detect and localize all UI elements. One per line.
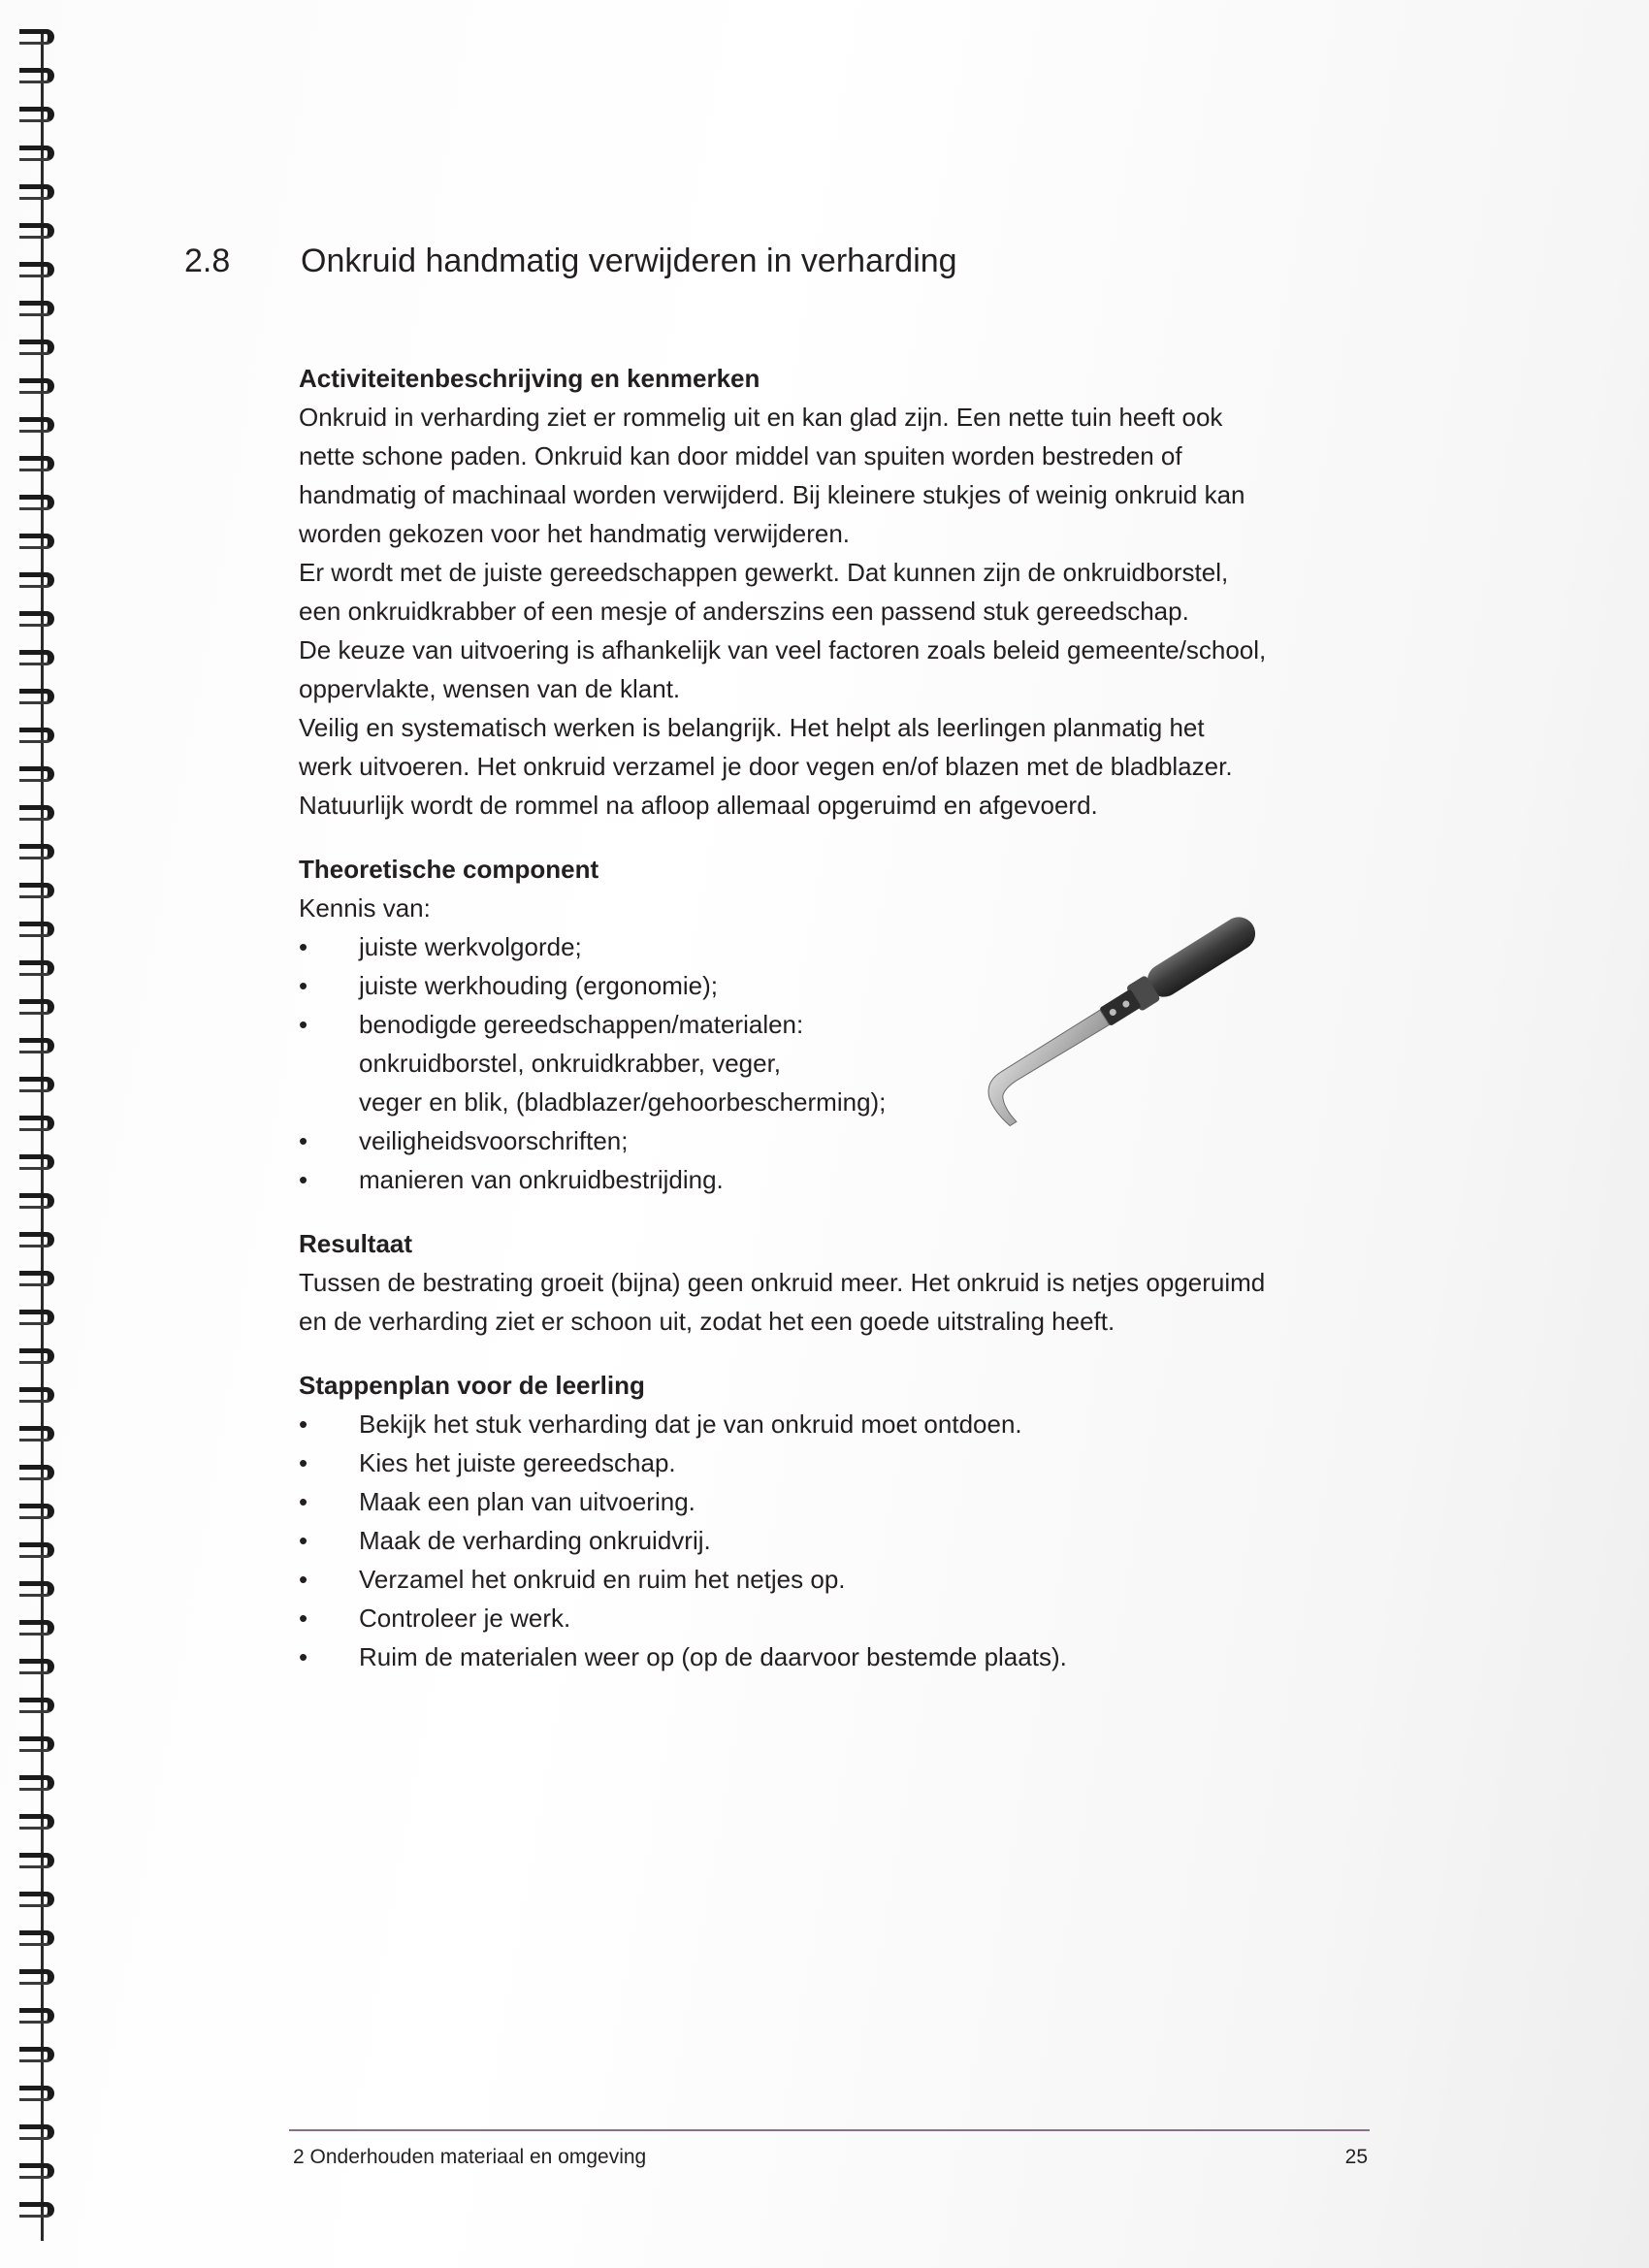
list-item bbox=[299, 1599, 1375, 1637]
binding-coil bbox=[19, 1775, 54, 1791]
binding-coil bbox=[19, 107, 54, 122]
binding-coil bbox=[19, 1465, 54, 1480]
bullet: • bbox=[299, 1604, 308, 1633]
list-item-text: Maak de verharding onkruidvrij. bbox=[359, 1526, 711, 1555]
binding-coil bbox=[19, 29, 54, 45]
steps-section bbox=[299, 1366, 1375, 1676]
binding-coil bbox=[19, 1310, 54, 1325]
list-item bbox=[299, 1443, 1375, 1482]
binding-coil bbox=[19, 301, 54, 316]
binding-coil bbox=[19, 1659, 54, 1674]
list-item-text: Kies het juiste gereedschap. bbox=[359, 1448, 676, 1477]
activity-line: Er wordt met de juiste gereedschappen gewerkt. Dat kunnen zijn de onkruidborstel, bbox=[299, 558, 1229, 587]
binding-coil bbox=[19, 1581, 54, 1597]
binding-coil bbox=[19, 766, 54, 782]
binding-coil bbox=[19, 1698, 54, 1713]
binding-coil bbox=[19, 1969, 54, 1985]
bullet: • bbox=[299, 1448, 308, 1477]
binding-coil bbox=[19, 1193, 54, 1209]
binding-coil bbox=[19, 805, 54, 821]
list-item bbox=[299, 1405, 1375, 1443]
list-item-text: Bekijk het stuk verharding dat je van onkruid moet ontdoen. bbox=[359, 1409, 1022, 1439]
activity-line: Onkruid in verharding ziet er rommelig uit en kan glad zijn. Een nette tuin heeft ook bbox=[299, 403, 1223, 432]
binding-coil bbox=[19, 262, 54, 277]
bullet: • bbox=[299, 1010, 308, 1039]
list-item-text: Verzamel het onkruid en ruim het netjes op. bbox=[359, 1565, 846, 1594]
binding-coil bbox=[19, 1504, 54, 1519]
activity-line: werk uitvoeren. Het onkruid verzamel je door vegen en/of blazen met de bladblazer. bbox=[299, 752, 1233, 781]
activity-line: De keuze van uitvoering is afhankelijk van veel factoren zoals beleid gemeente/school, bbox=[299, 635, 1267, 664]
binding-coil bbox=[19, 611, 54, 627]
binding-coil bbox=[19, 1814, 54, 1830]
list-item-text: veiligheidsvoorschriften; bbox=[359, 1126, 629, 1155]
footer-rule bbox=[289, 2129, 1370, 2131]
binding-coil bbox=[19, 184, 54, 200]
binding-coil bbox=[19, 960, 54, 976]
list-item-text: juiste werkvolgorde; bbox=[359, 932, 582, 961]
list-item bbox=[299, 1560, 1375, 1599]
list-item bbox=[299, 1637, 1375, 1676]
list-item-text: manieren van onkruidbestrijding. bbox=[359, 1165, 724, 1194]
page-number: 25 bbox=[1344, 2146, 1368, 2168]
spiral-binding bbox=[19, 29, 58, 2241]
binding-coil bbox=[19, 2202, 54, 2218]
binding-coil bbox=[19, 1736, 54, 1752]
footer-chapter: 2 Onderhouden materiaal en omgeving bbox=[293, 2146, 647, 2168]
bullet: • bbox=[299, 1526, 308, 1555]
binding-coil bbox=[19, 1930, 54, 1946]
section-number: 2.8 bbox=[184, 243, 231, 279]
binding-coil bbox=[19, 1271, 54, 1286]
binding-coil bbox=[19, 2047, 54, 2062]
activity-line: Veilig en systematisch werken is belangrijk. Het helpt als leerlingen planmatig het bbox=[299, 713, 1205, 742]
binding-coil bbox=[19, 2008, 54, 2024]
list-item-text: Ruim de materialen weer op (op de daarvoor bestemde plaats). bbox=[359, 1642, 1067, 1671]
binding-coil bbox=[19, 2086, 54, 2101]
activity-heading: Activiteitenbeschrijving en kenmerken bbox=[299, 364, 760, 393]
steps-heading: Stappenplan voor de leerling bbox=[299, 1371, 645, 1400]
binding-coil bbox=[19, 728, 54, 743]
activity-section bbox=[299, 359, 1375, 825]
binding-coil bbox=[19, 1077, 54, 1092]
bullet: • bbox=[299, 1642, 308, 1671]
activity-line: Natuurlijk wordt de rommel na afloop allemaal opgeruimd en afgevoerd. bbox=[299, 791, 1098, 820]
binding-coil bbox=[19, 1116, 54, 1131]
binding-coil bbox=[19, 417, 54, 433]
list-item-text: Controleer je werk. bbox=[359, 1604, 571, 1633]
bullet: • bbox=[299, 1487, 308, 1516]
binding-coil bbox=[19, 1232, 54, 1247]
binding-coil bbox=[19, 68, 54, 83]
bullet: • bbox=[299, 1126, 308, 1155]
binding-coil bbox=[19, 456, 54, 471]
binding-coil bbox=[19, 223, 54, 239]
binding-coil bbox=[19, 1892, 54, 1907]
binding-coil bbox=[19, 572, 54, 588]
binding-coil bbox=[19, 340, 54, 355]
binding-edge bbox=[41, 29, 44, 2241]
bullet: • bbox=[299, 932, 308, 961]
bullet: • bbox=[299, 1165, 308, 1194]
sub-line: veger en blik, (bladblazer/gehoorbescherming); bbox=[359, 1087, 887, 1117]
binding-coil bbox=[19, 1542, 54, 1558]
activity-line: nette schone paden. Onkruid kan door middel van spuiten worden bestreden of bbox=[299, 441, 1182, 470]
binding-coil bbox=[19, 1348, 54, 1364]
binding-coil bbox=[19, 495, 54, 510]
list-item bbox=[299, 1160, 1375, 1199]
binding-coil bbox=[19, 650, 54, 665]
activity-line: oppervlakte, wensen van de klant. bbox=[299, 674, 681, 703]
binding-coil bbox=[19, 1853, 54, 1868]
binding-coil bbox=[19, 999, 54, 1015]
list-item-text: benodigde gereedschappen/materialen: bbox=[359, 1010, 804, 1039]
binding-coil bbox=[19, 844, 54, 859]
result-heading: Resultaat bbox=[299, 1229, 413, 1258]
binding-coil bbox=[19, 883, 54, 898]
bullet: • bbox=[299, 971, 308, 1000]
activity-line: een onkruidkrabber of een mesje of anderszins een passend stuk gereedschap. bbox=[299, 597, 1189, 626]
weed-knife-icon bbox=[960, 883, 1290, 1145]
binding-coil bbox=[19, 1426, 54, 1442]
binding-coil bbox=[19, 146, 54, 161]
sub-line: onkruidborstel, onkruidkrabber, veger, bbox=[359, 1049, 782, 1078]
binding-coil bbox=[19, 1038, 54, 1053]
binding-coil bbox=[19, 1387, 54, 1403]
list-item-text: juiste werkhouding (ergonomie); bbox=[359, 971, 718, 1000]
section-title: Onkruid handmatig verwijderen in verharding bbox=[301, 243, 957, 279]
binding-coil bbox=[19, 922, 54, 937]
activity-line: handmatig of machinaal worden verwijderd. Bij kleinere stukjes of weinig onkruid kan bbox=[299, 480, 1245, 509]
list-item-text: Maak een plan van uitvoering. bbox=[359, 1487, 695, 1516]
result-line: Tussen de bestrating groeit (bijna) geen onkruid meer. Het onkruid is netjes opgeruimd bbox=[299, 1268, 1266, 1297]
binding-coil bbox=[19, 1620, 54, 1636]
binding-coil bbox=[19, 2124, 54, 2140]
result-line: en de verharding ziet er schoon uit, zodat het een goede uitstraling heeft. bbox=[299, 1307, 1116, 1336]
binding-coil bbox=[19, 378, 54, 394]
result-section bbox=[299, 1224, 1375, 1341]
binding-coil bbox=[19, 2163, 54, 2179]
list-item bbox=[299, 1521, 1375, 1560]
binding-coil bbox=[19, 1154, 54, 1170]
theory-intro: Kennis van: bbox=[299, 893, 431, 923]
steps-list bbox=[299, 1405, 1375, 1676]
bullet: • bbox=[299, 1565, 308, 1594]
weed-knife-image bbox=[960, 883, 1290, 1145]
theory-heading: Theoretische component bbox=[299, 855, 599, 884]
activity-line: worden gekozen voor het handmatig verwijderen. bbox=[299, 519, 851, 548]
binding-coil bbox=[19, 689, 54, 704]
list-item bbox=[299, 1482, 1375, 1521]
bullet: • bbox=[299, 1409, 308, 1439]
binding-coil bbox=[19, 534, 54, 549]
